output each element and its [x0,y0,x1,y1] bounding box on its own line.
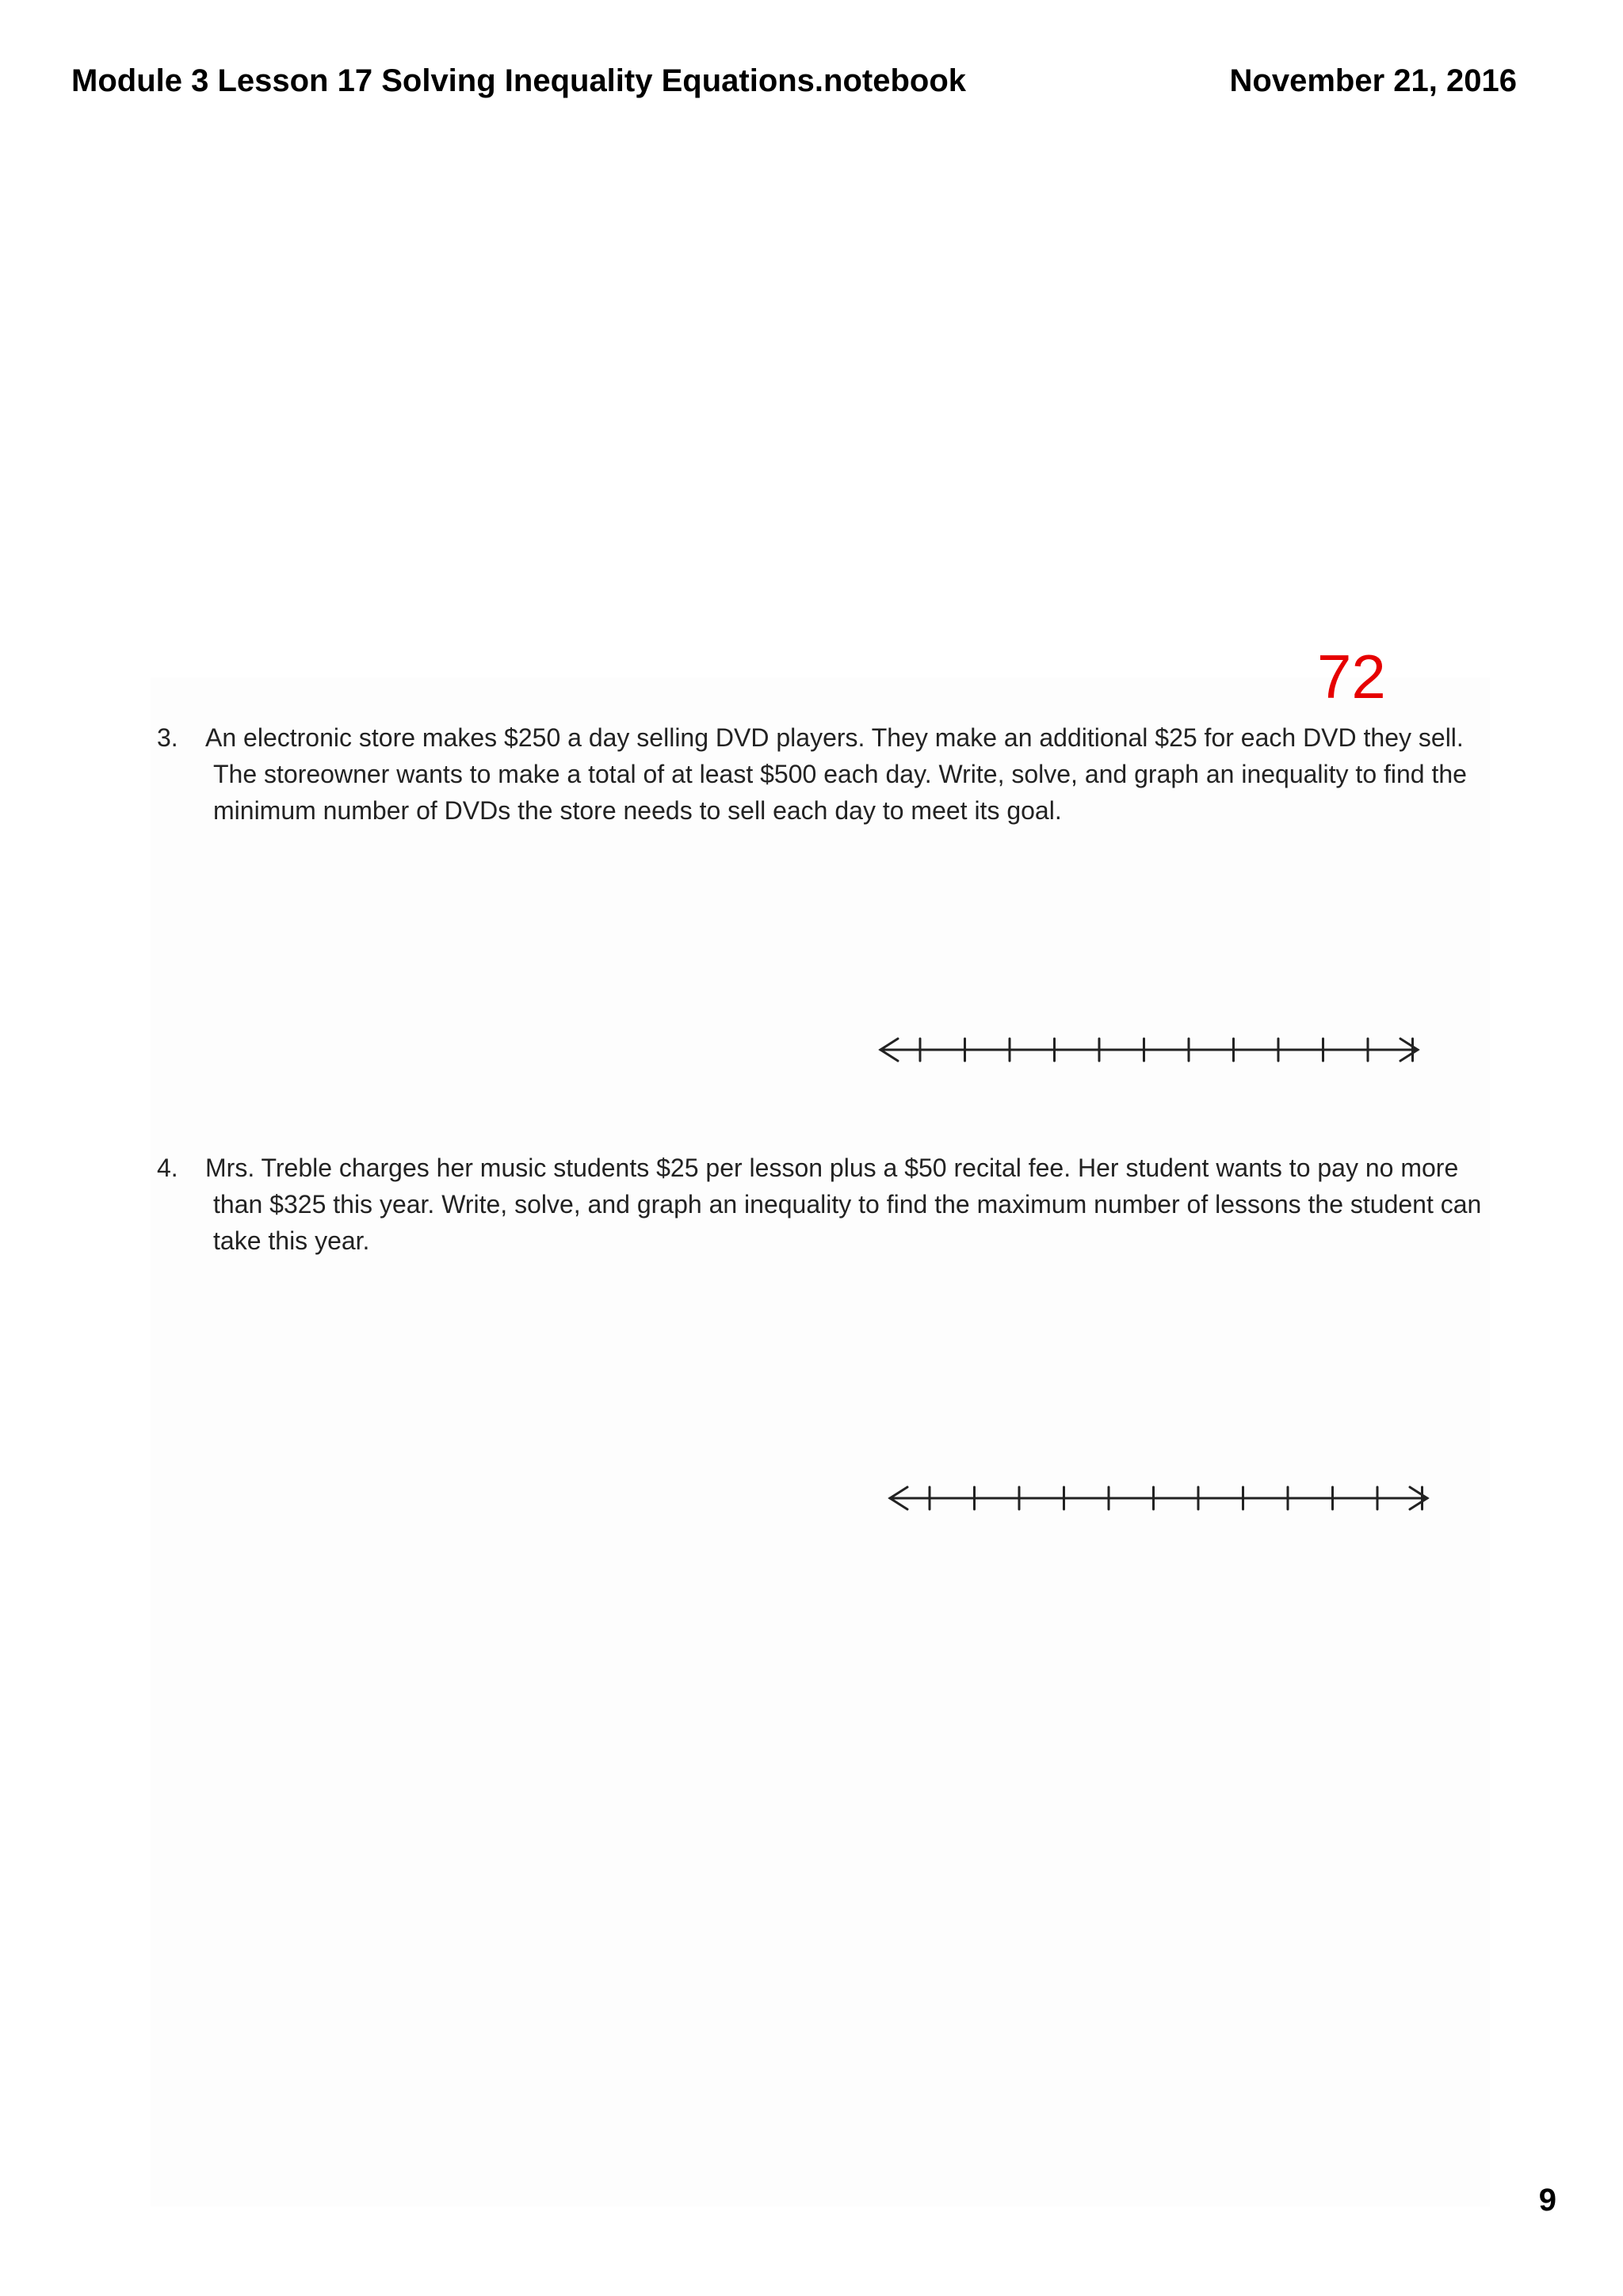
handwritten-annotation: 72 [1317,642,1386,711]
problem-3 [157,719,1504,829]
problem-number: 4. [157,1154,178,1182]
problem-4 [157,1150,1504,1259]
number-line-problem-3 [876,1030,1423,1070]
document-title: Module 3 Lesson 17 Solving Inequality Equations.notebook [71,63,967,98]
page-number: 9 [1538,2183,1556,2218]
number-line-problem-4 [885,1478,1432,1518]
problem-number: 3. [157,723,178,752]
document-date: November 21, 2016 [1229,63,1517,98]
problem-text: Mrs. Treble charges her music students $25 per lesson plus a $50 recital fee. Her student wants to pay no more than $325 this year. Write, solve, and graph an inequality to find the maximum number of lessons the student can take this year. [205,1154,1482,1255]
worksheet-area [151,677,1490,2206]
problem-text: An electronic store makes $250 a day selling DVD players. They make an additional $25 for each DVD they sell. The storeowner wants to make a total of at least $500 each day. Write, solve, and graph an inequality to find the minimum number of DVDs the store needs to sell each day to meet its goal. [205,723,1467,825]
